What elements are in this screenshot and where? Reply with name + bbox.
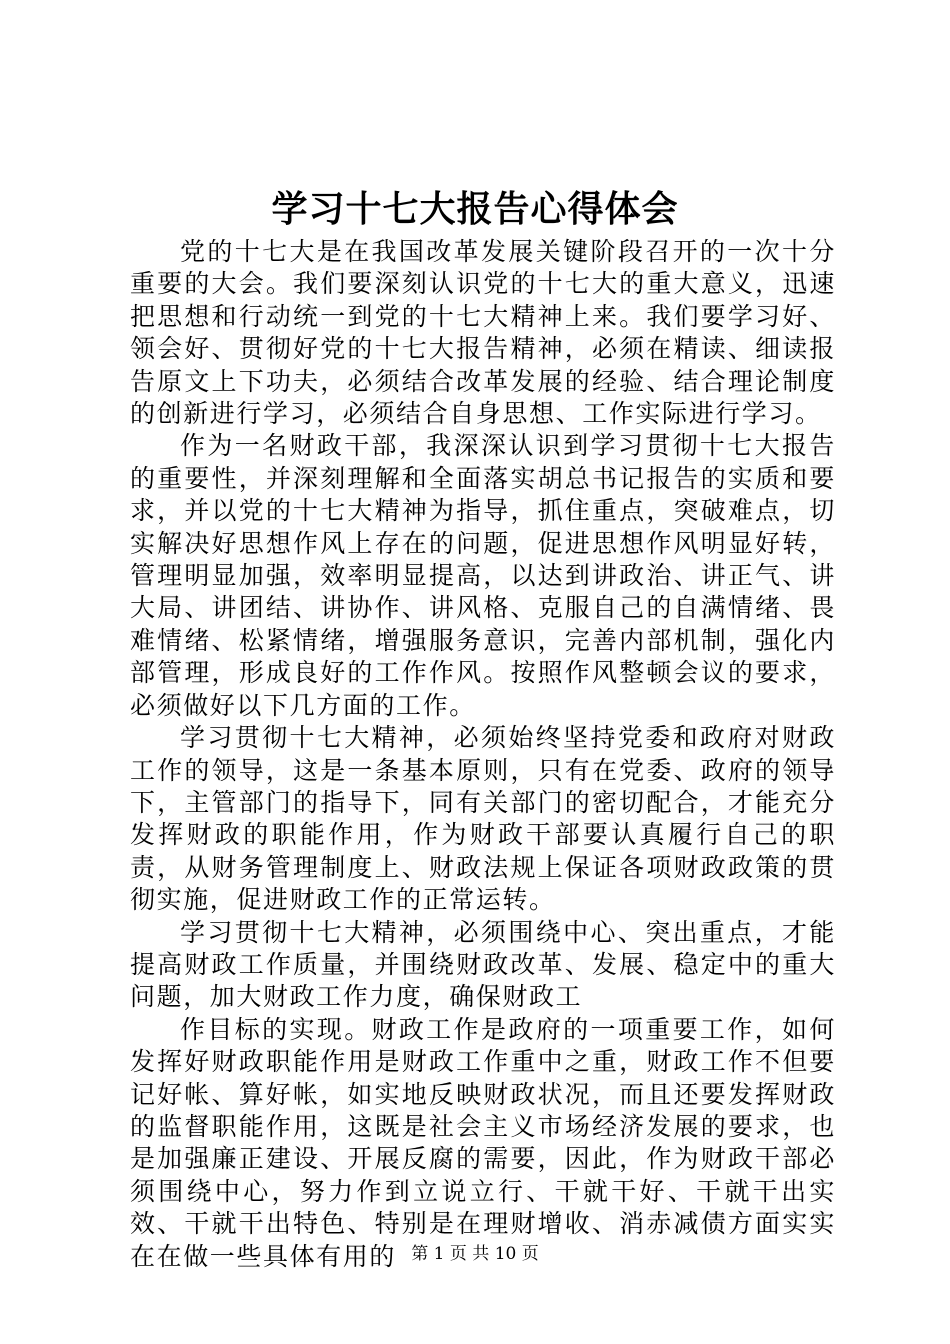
paragraph-1: 党的十七大是在我国改革发展关键阶段召开的一次十分重要的大会。我们要深刻认识党的十七大的重大意义，迅速把思想和行动统一到党的十七大精神上来。我们要学习好、领会好、贯彻好党的十七大报告精神，必须在精读、细读报告原文上下功夫，必须结合改革发展的经验、结合理论制度的创新进行学习，必须结合自身思想、工作实际进行学习。 (130, 237, 836, 429)
paragraph-2: 作为一名财政干部，我深深认识到学习贯彻十七大报告的重要性，并深刻理解和全面落实胡总书记报告的实质和要求，并以党的十七大精神为指导，抓住重点，突破难点，切实解决好思想作风上存在的问题，促进思想作风明显好转，管理明显加强，效率明显提高，以达到讲政治、讲正气、讲大局、讲团结、讲协作、讲风格、克服自己的自满情绪、畏难情绪、松紧情绪，增强服务意识，完善内部机制，强化内部管理，形成良好的工作作风。按照作风整顿会议的要求，必须做好以下几方面的工作。 (130, 431, 836, 720)
document-body (130, 236, 836, 1273)
paragraph-3: 学习贯彻十七大精神，必须始终坚持党委和政府对财政工作的领导，这是一条基本原则，只有在党委、政府的领导下，主管部门的指导下，同有关部门的密切配合，才能充分发挥财政的职能作用，作为财政干部要认真履行自己的职责，从财务管理制度上、财政法规上保证各项财政政策的贯彻实施，促进财政工作的正常运转。 (130, 723, 836, 915)
page-number-footer: 第 1 页 共 10 页 (411, 1244, 539, 1264)
paragraph-4: 学习贯彻十七大精神，必须围绕中心、突出重点，才能提高财政工作质量，并围绕财政改革、发展、稳定中的重大问题，加大财政工作力度，确保财政工 (130, 917, 836, 1012)
document-title: 学习十七大报告心得体会 (271, 188, 679, 230)
paragraph-5: 作目标的实现。财政工作是政府的一项重要工作，如何发挥好财政职能作用是财政工作重中之重，财政工作不但要记好帐、算好帐，如实地反映财政状况，而且还要发挥财政的监督职能作用，这既是社会主义市场经济发展的要求，也是加强廉正建设、开展反腐的需要，因此，作为财政干部必须围绕中心，努力作到立说立行、干就干好、干就干出实效、干就干出特色、特别是在理财增收、消赤减债方面实实在在做一些具体有用的 (130, 1014, 836, 1271)
